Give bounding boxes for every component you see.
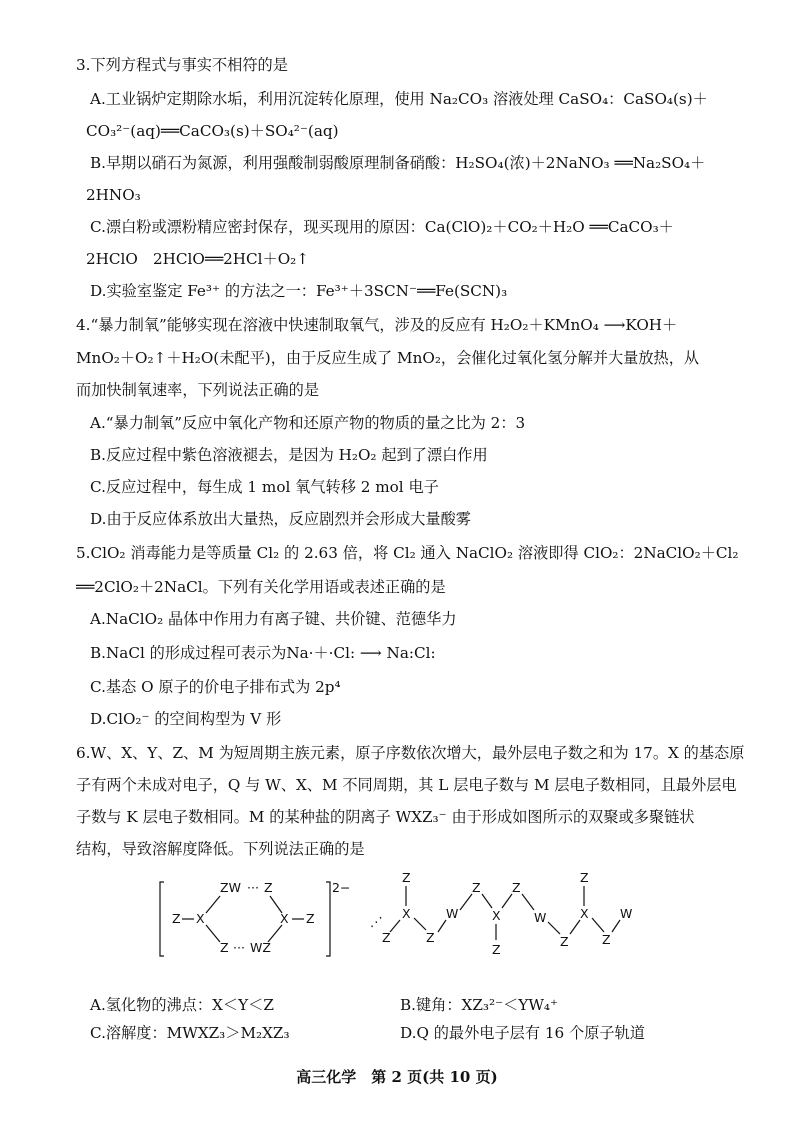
chain-w-1: W <box>446 906 459 921</box>
chain-z-1: Z <box>382 930 391 945</box>
q6-option-c: C.溶解度：MWXZ₃＞M₂XZ₃ <box>90 1024 290 1042</box>
q3-option-d: D.实验室鉴定 Fe³⁺ 的方法之一：Fe³⁺＋3SCN⁻══Fe(SCN)₃ <box>90 282 508 300</box>
q4-option-b: B.反应过程中紫色溶液褪去，是因为 H₂O₂ 起到了漂白作用 <box>90 446 488 464</box>
q3-option-a-line2: CO₃²⁻(aq)══CaCO₃(s)＋SO₄²⁻(aq) <box>86 122 339 140</box>
dimer-z-right: Z <box>306 911 315 926</box>
q5-option-d: D.ClO₂⁻ 的空间构型为 V 形 <box>90 710 282 728</box>
q4-stem-line1: 4.“暴力制氧”能够实现在溶液中快速制取氧气，涉及的反应有 H₂O₂＋KMnO₄ ⟶KOH＋ <box>76 316 678 334</box>
chain-z-2: Z <box>426 930 435 945</box>
chain-dots-start: ⋰ <box>370 914 383 929</box>
page-footer: 高三化学 第 2 页(共 10 页) <box>296 1068 498 1086</box>
q5-option-a: A.NaClO₂ 晶体中作用力有离子键、共价键、范德华力 <box>90 610 457 628</box>
chain-z-bottom-2: Z <box>492 942 501 957</box>
dimer-charge: 2− <box>332 880 351 895</box>
dimer-z-top: Z <box>264 880 273 895</box>
chain-z-4: Z <box>512 880 521 895</box>
q6-stem-line1: 6.W、X、Y、Z、M 为短周期主族元素，原子序数依次增大，最外层电子数之和为 17。X 的基态原 <box>76 744 745 762</box>
q3-option-c-line1: C.漂白粉或漂粉精应密封保存，现买现用的原因：Ca(ClO)₂＋CO₂＋H₂O ══CaCO₃＋ <box>90 218 674 236</box>
chain-x-3: X <box>580 906 589 921</box>
dimer-z-left: Z <box>172 911 181 926</box>
dimer-wz-bottom: WZ <box>250 940 271 955</box>
chain-z-3: Z <box>472 880 481 895</box>
chain-x-2: X <box>492 908 501 923</box>
q4-option-c: C.反应过程中，每生成 1 mol 氧气转移 2 mol 电子 <box>90 478 439 496</box>
q3-option-b-line2: 2HNO₃ <box>86 186 141 204</box>
dimer-x-left: X <box>196 911 205 926</box>
q6-stem-line2: 子有两个未成对电子，Q 与 W、X、M 不同周期，其 L 层电子数与 M 层电子数相同，且最外层电 <box>76 776 737 794</box>
q6-stem-line4: 结构，导致溶解度降低。下列说法正确的是 <box>76 840 365 858</box>
q3-option-b-line1: B.早期以硝石为氮源，利用强酸制弱酸原理制备硝酸：H₂SO₄(浓)＋2NaNO₃ ══Na₂SO₄＋ <box>90 154 706 172</box>
right-bracket <box>326 882 330 956</box>
chain-z-5: Z <box>560 934 569 949</box>
q3-option-a-line1: A.工业锅炉定期除水垢，利用沉淀转化原理，使用 Na₂CO₃ 溶液处理 CaSO₄：CaSO₄(s)＋ <box>90 90 708 108</box>
q4-stem-line3: 而加快制氧速率，下列说法正确的是 <box>76 381 319 399</box>
q5-option-c: C.基态 O 原子的价电子排布式为 2p⁴ <box>90 678 341 696</box>
dimer-zw-top: ZW <box>220 880 241 895</box>
q6-option-b: B.键角：XZ₃²⁻＜YW₄⁺ <box>400 996 559 1014</box>
q3-stem: 3.下列方程式与事实不相符的是 <box>76 56 288 74</box>
chain-x-1: X <box>402 906 411 921</box>
q4-option-d: D.由于反应体系放出大量热，反应剧烈并会形成大量酸雾 <box>90 510 471 528</box>
q6-option-a: A.氢化物的沸点：X＜Y＜Z <box>90 996 274 1014</box>
dimer-dots-bottom: ··· <box>233 940 245 955</box>
dimer-dots-top: ··· <box>247 880 259 895</box>
q6-option-d: D.Q 的最外电子层有 16 个原子轨道 <box>400 1024 645 1042</box>
chain-z-6: Z <box>602 932 611 947</box>
chain-z-top-3: Z <box>580 870 589 885</box>
q6-stem-line3: 子数与 K 层电子数相同。M 的某种盐的阴离子 WXZ₃⁻ 由于形成如图所示的双聚或多聚链状 <box>76 808 695 826</box>
chain-z-top-1: Z <box>402 870 411 885</box>
q5-option-b: B.NaCl 的形成过程可表示为Na·＋·Cl: ⟶ Na:Cl: <box>90 644 436 662</box>
chain-w-2: W <box>534 910 547 925</box>
dimer-x-right: X <box>280 911 289 926</box>
q4-stem-line2: MnO₂＋O₂↑＋H₂O(未配平)，由于反应生成了 MnO₂，会催化过氧化氢分解并大量放热，从 <box>76 349 700 367</box>
q4-option-a: A.“暴力制氧”反应中氧化产物和还原产物的物质的量之比为 2：3 <box>90 414 526 432</box>
left-bracket <box>160 882 164 956</box>
chain-w-3: W <box>620 906 633 921</box>
q5-stem-line1: 5.ClO₂ 消毒能力是等质量 Cl₂ 的 2.63 倍，将 Cl₂ 通入 NaClO₂ 溶液即得 ClO₂：2NaClO₂＋Cl₂ <box>76 544 739 562</box>
dimer-z-bottom: Z <box>220 940 229 955</box>
q5-stem-line2: ══2ClO₂＋2NaCl。下列有关化学用语或表述正确的是 <box>76 578 446 596</box>
q6-structure-figure <box>150 870 670 970</box>
q3-option-c-line2: 2HClO 2HClO══2HCl＋O₂↑ <box>86 250 309 268</box>
